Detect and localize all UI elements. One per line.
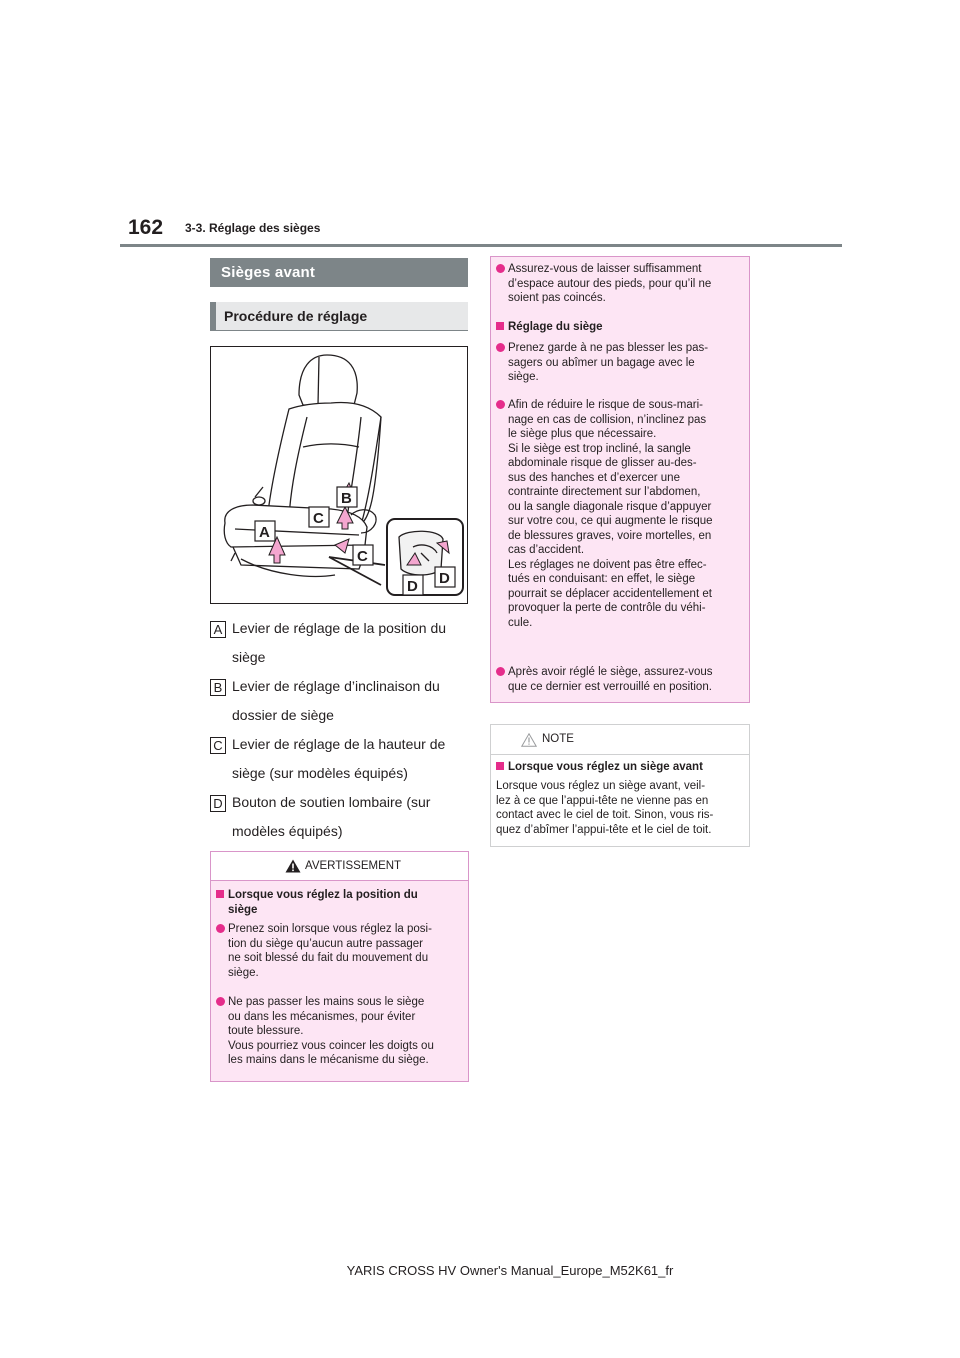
note-heading: Lorsque vous réglez un siège avant	[496, 760, 758, 775]
seat-illustration	[210, 346, 468, 604]
note-box	[490, 724, 750, 847]
legend-text: dossier de siège	[232, 707, 334, 723]
square-bullet-icon	[216, 890, 224, 898]
legend-letter: D	[210, 795, 226, 812]
legend-text: Bouton de soutien lombaire (sur	[232, 794, 431, 810]
warning-heading: Lorsque vous réglez la position du siège	[216, 888, 476, 917]
seat-drawing	[211, 347, 467, 603]
square-bullet-icon	[496, 762, 504, 770]
warning-bullet: Prenez garde à ne pas blesser les pas- sagers ou abîmer un bagage avec le siège.	[496, 341, 758, 385]
section-title: Sièges avant	[210, 258, 468, 287]
footer	[0, 1263, 960, 1278]
legend-letter: A	[210, 621, 226, 638]
legend-text: modèles équipés)	[232, 823, 343, 839]
callout-d-right: D	[439, 570, 450, 587]
legend-letter: C	[210, 737, 226, 754]
warning-bullet: Prenez soin lorsque vous réglez la posi- tion du siège qu’aucun autre passager ne soit blessé du fait du mouvement du siège.	[216, 922, 476, 980]
callout-c-lower: C	[357, 548, 368, 565]
callout-a: A	[259, 524, 270, 541]
bullet-dot-icon	[216, 924, 225, 933]
warning-bullet: Assurez-vous de laisser suffisamment d’espace autour des pieds, pour qu’il ne soient pas coincés.	[496, 262, 758, 306]
page-number: 162	[128, 216, 164, 239]
bullet-dot-icon	[496, 400, 505, 409]
warning-triangle-icon	[285, 859, 301, 873]
warning-header	[211, 852, 468, 881]
bullet-dot-icon	[496, 667, 505, 676]
note-header	[491, 725, 749, 755]
note-body: Lorsque vous réglez un siège avant, veil- lez à ce que l’appui-tête ne vienne pas en contact avec le ciel de toit. Sinon, vous ris- quez d’abîmer l’appui-tête et le ciel de toit.	[496, 780, 714, 836]
legend-text: Levier de réglage d’inclinaison du	[232, 678, 440, 694]
bullet-dot-icon	[496, 264, 505, 273]
callout-c-upper: C	[313, 510, 324, 527]
callout-b: B	[341, 490, 352, 507]
warning-bullet: Afin de réduire le risque de sous-mari- nage en cas de collision, n’inclinez pas le siège plus que nécessaire. Si le siège est trop incliné, la sangle abdominale risque de glisser au-des- sus des hanches et d’exercer une contrainte directement sur l’abdomen, ou la sangle diagonale risque d’appuyer sur votre cou, ce qui augmente le risque de blessures graves, voire mortelles, en cas d’accident. Les réglages ne doivent pas être effec- tués en conduisant: en effet, le siège pourrait se déplacer accidentellement et provoquer la perte de contrôle du véhi- cule.	[496, 398, 758, 630]
square-bullet-icon	[496, 322, 504, 330]
callout-d-left: D	[407, 578, 418, 595]
legend-text: Levier de réglage de la position du	[232, 620, 447, 636]
chapter-title: 3-3. Réglage des sièges	[185, 221, 321, 235]
warning-bullet: Après avoir réglé le siège, assurez-vous que ce dernier est verrouillé en position.	[496, 665, 758, 694]
bullet-dot-icon	[216, 997, 225, 1006]
warning-label: AVERTISSEMENT	[305, 860, 402, 872]
warning-continued-box	[490, 256, 750, 703]
sub-title: Procédure de réglage	[210, 302, 468, 331]
note-label: NOTE	[542, 733, 574, 745]
warning-heading: Réglage du siège	[496, 320, 758, 335]
header-rule	[120, 244, 842, 247]
legend-text: siège	[232, 649, 266, 665]
caution-triangle-icon	[521, 733, 537, 747]
legend-letter: B	[210, 679, 226, 696]
warning-bullet: Ne pas passer les mains sous le siège ou dans les mécanismes, pour éviter toute blessure. Vous pourriez vous coincer les doigts ou les mains dans le mécanisme du siège.	[216, 995, 476, 1068]
bullet-dot-icon	[496, 343, 505, 352]
warning-box	[210, 851, 469, 1082]
manual-title: YARIS CROSS HV Owner's Manual_Europe_M52K61_fr	[346, 1263, 674, 1278]
legend-text: siège (sur modèles équipés)	[232, 765, 408, 781]
legend-text: Levier de réglage de la hauteur de	[232, 736, 446, 752]
